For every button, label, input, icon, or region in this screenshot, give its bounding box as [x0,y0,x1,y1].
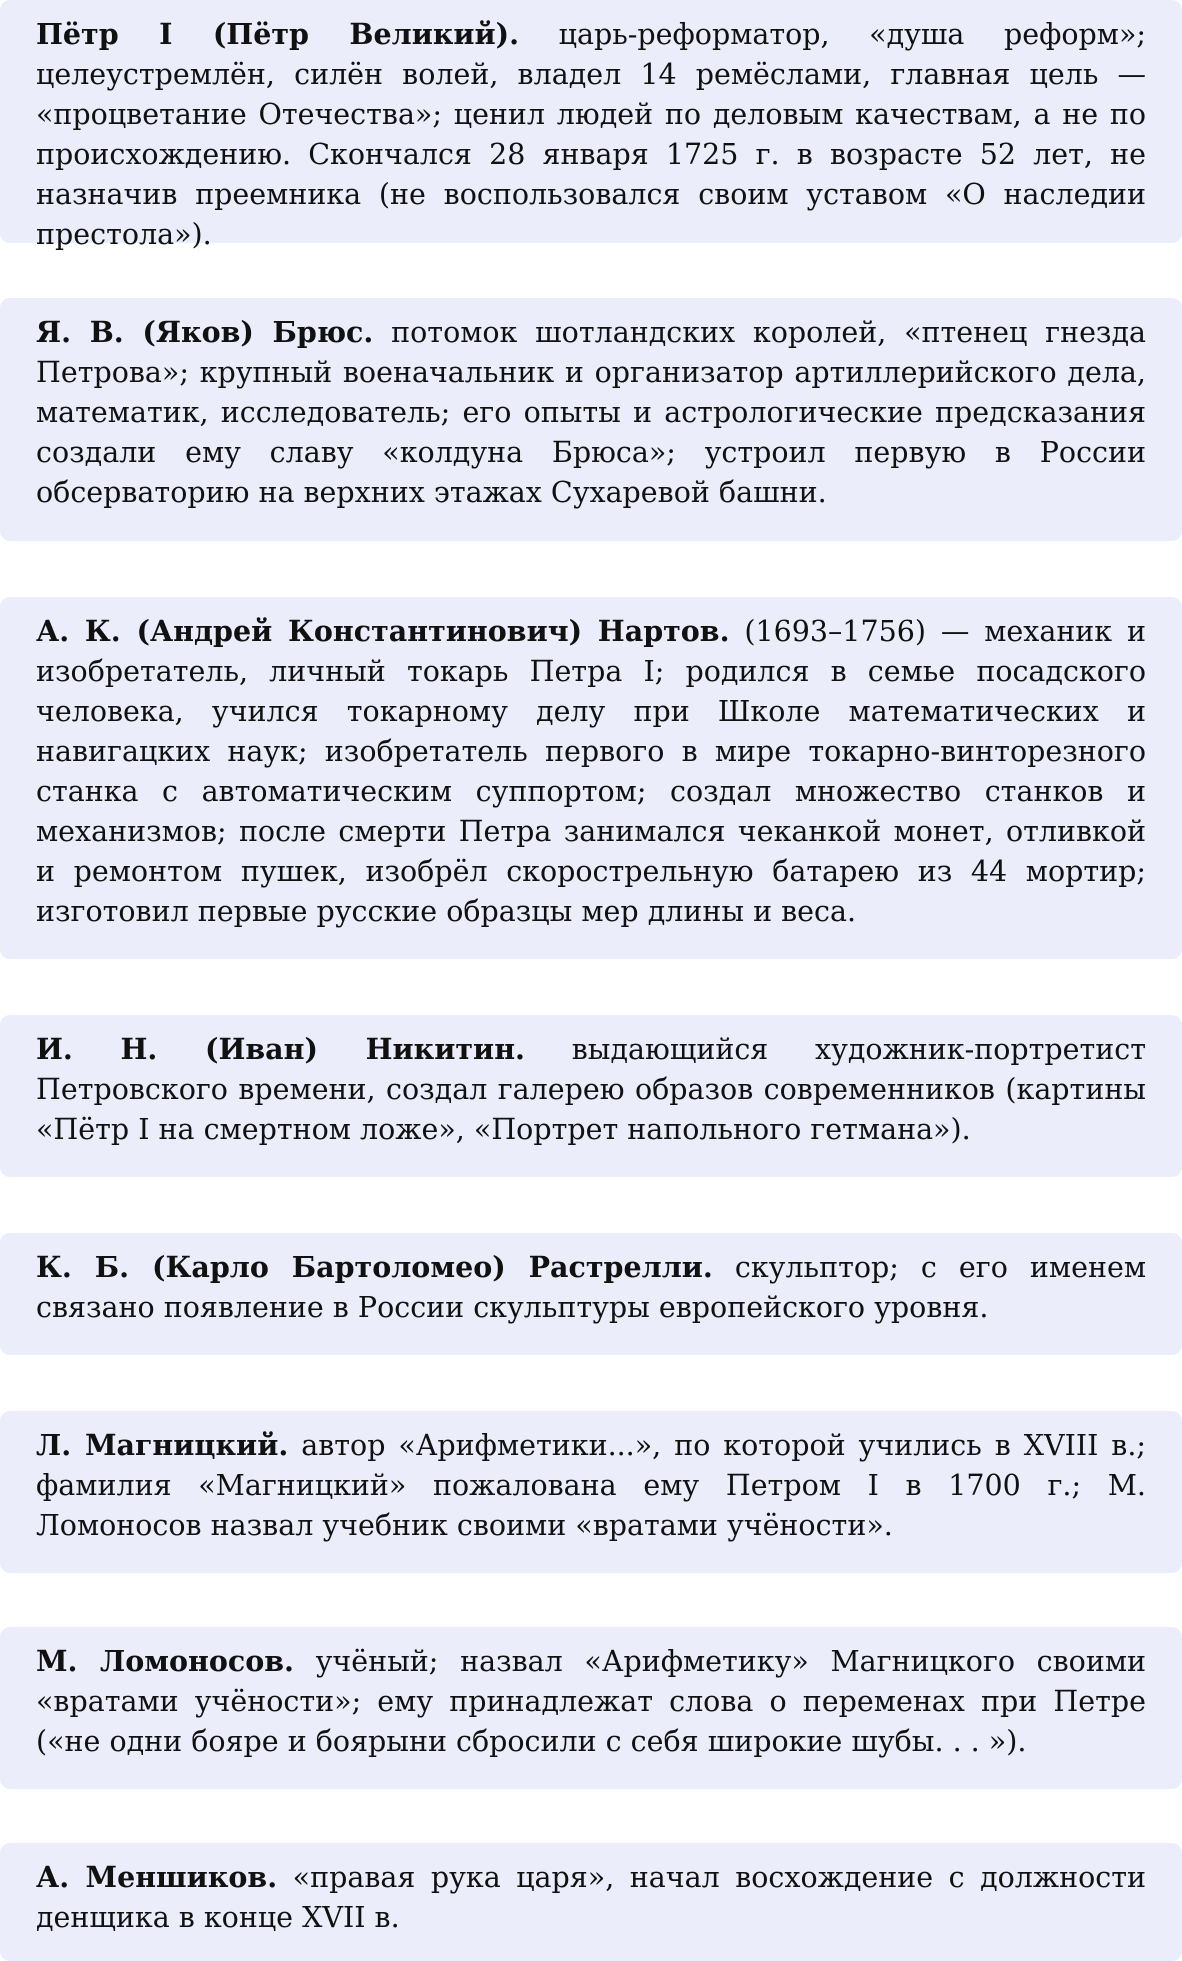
entry-name: М. Ломоносов. [36,1644,294,1678]
entry-text: выдающийся художник-портретист Петровского времени, создал галерею образов современников (картины «Пётр I на смертном ложе», «Портрет напольного гетмана»). [36,1033,1146,1146]
entry-rastrelli [0,1233,1182,1355]
entry-text: потомок шотландских королей, «птенец гнезда Петрова»; крупный военачальник и организатор артиллерийского дела, математик, исследователь; его опыты и астрологические предсказания создали ему славу «колдуна Брюса»; устроил первую в России обсерваторию на верхних этажах Сухаревой башни. [36,316,1147,509]
entry-name: К. Б. (Карло Бартоломео) Растрелли. [36,1250,713,1284]
entry-name: А. Меншиков. [36,1860,278,1894]
entry-lomonosov [0,1627,1182,1789]
entry-name: И. Н. (Иван) Никитин. [36,1032,525,1066]
entry-text: автор «Арифметики...», по которой учились в XVIII в.; фамилия «Магницкий» пожалована ему Петром I в 1700 г.; М. Ломоносов назвал учебник своими «вратами учёности». [36,1429,1147,1542]
entry-name: А. К. (Андрей Константинович) Нартов. [36,614,730,648]
entry-text: «правая рука царя», начал восхождение с должности денщика в конце XVII в. [36,1861,1146,1934]
entry-text: скульптор; с его именем связано появление в России скульптуры европейского уровня. [36,1251,1146,1324]
entry-text: учёный; назвал «Арифметику» Магницкого своими «вратами учёности»; ему принадлежат слова о переменах при Петре («не одни бояре и боярыни сбросили с себя широкие шубы. . . »). [36,1645,1146,1758]
entry-name: Л. Магницкий. [36,1428,289,1462]
entry-bruce [0,298,1182,541]
entry-name: Я. В. (Яков) Брюс. [36,315,374,349]
entry-name: Пётр I (Пётр Великий). [36,17,520,51]
entry-menshikov [0,1843,1182,1961]
entry-nikitin [0,1015,1182,1177]
entry-magnitsky [0,1411,1182,1573]
entry-text: царь-реформатор, «душа реформ»; целеустремлён, силён волей, владел 14 ремёслами, главная цель — «процветание Отечества»; ценил людей по деловым качествам, а не по происхождению. Скончался 28 января 1725 г. в возрасте 52 лет, не назначив преемника (не воспользовался своим уставом «О наследии престола»). [36,18,1146,251]
entry-text: (1693–1756) — механик и изобретатель, личный токарь Петра I; родился в семье посадского человека, учился токарному делу при Школе математических и навигацких наук; изобретатель первого в мире токарно-винторезного станка с автоматическим суппортом; создал множество станков и механизмов; после смерти Петра занимался чеканкой монет, отливкой и ремонтом пушек, изобрёл скорострельную батарею из 44 мортир; изготовил первые русские образцы мер длины и веса. [36,615,1146,928]
entry-peter-i [0,0,1182,251]
entry-nartov [0,597,1182,959]
